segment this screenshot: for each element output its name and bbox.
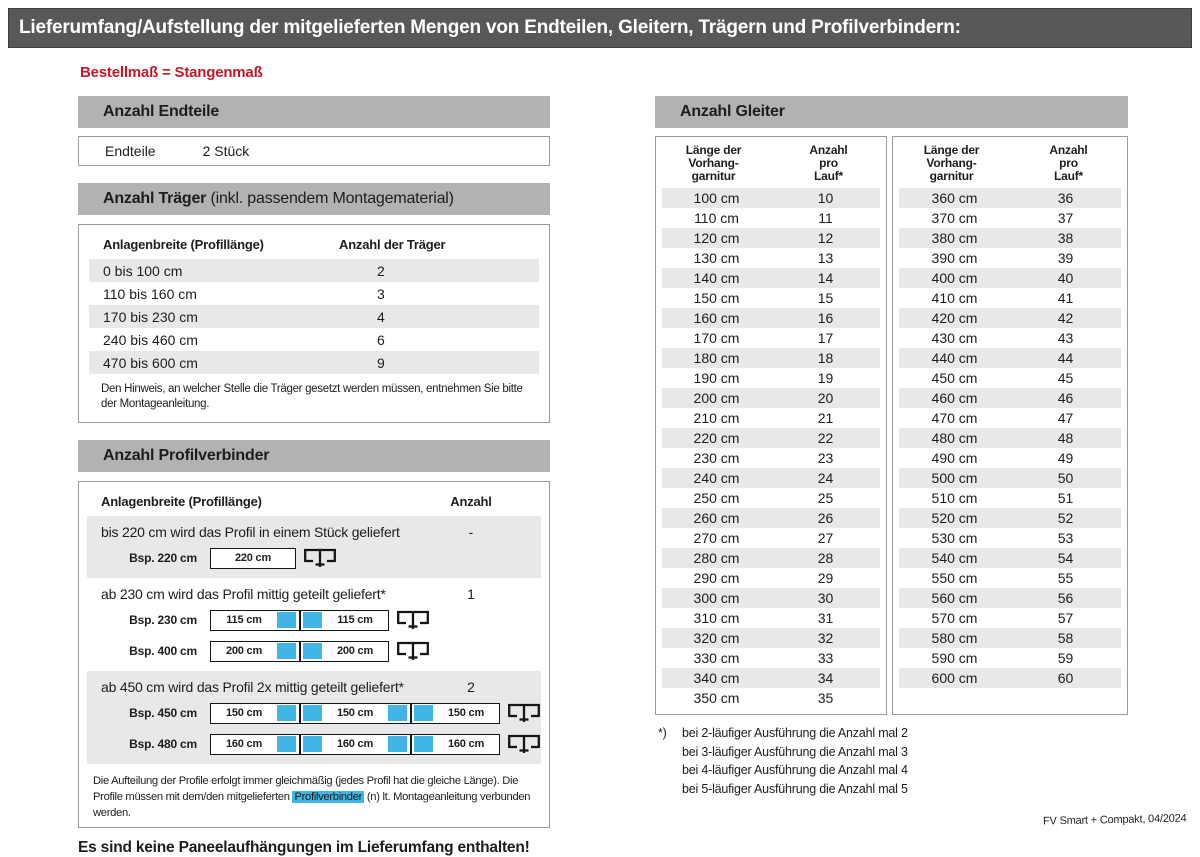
table-row xyxy=(89,351,539,374)
table-row xyxy=(899,628,1121,648)
count-cell: 3 xyxy=(377,285,385,302)
traeger-note: Den Hinweis, an welcher Stelle die Träger gesetzt werden müssen, entnehmen Sie bitte der Montageanleitung. xyxy=(101,383,523,410)
length-cell: 140 cm xyxy=(693,270,740,286)
length-cell: 260 cm xyxy=(693,510,740,526)
footnote-lines xyxy=(682,724,908,798)
count-cell: 47 xyxy=(1057,410,1074,426)
segment-divider xyxy=(296,611,303,630)
table-row xyxy=(899,308,1121,328)
table-row xyxy=(662,648,880,668)
count-cell: 35 xyxy=(817,690,834,706)
segment-divider xyxy=(296,735,303,754)
segment-divider xyxy=(407,735,414,754)
left-column xyxy=(78,96,550,857)
count-cell: 28 xyxy=(817,550,834,566)
length-cell: 300 cm xyxy=(693,590,740,606)
traeger-table xyxy=(78,224,550,423)
footnote-line: bei 4-läufiger Ausführung die Anzahl mal 4 xyxy=(682,763,908,777)
length-cell: 340 cm xyxy=(693,670,740,686)
table-row xyxy=(899,648,1121,668)
rule-text: bis 220 cm wird das Profil in einem Stück geliefert xyxy=(101,524,400,540)
footnote-line: bei 2-läufiger Ausführung die Anzahl mal 2 xyxy=(682,726,908,740)
gleiter-table-header xyxy=(656,137,886,188)
table-row xyxy=(899,328,1121,348)
table-row xyxy=(662,348,880,368)
length-cell: 410 cm xyxy=(931,290,978,306)
count-cell: 48 xyxy=(1057,430,1074,446)
table-row xyxy=(87,578,541,671)
count-cell: 34 xyxy=(817,670,834,686)
footnote-marker: *) xyxy=(658,726,667,740)
example-label: Bsp. 220 cm xyxy=(129,551,197,565)
range-cell: 0 bis 100 cm xyxy=(103,262,183,279)
profile-segment: 150 cm xyxy=(336,707,374,719)
column-header-laenge: Länge der Vorhang- garnitur xyxy=(923,143,980,183)
footnote-line: bei 3-läufiger Ausführung die Anzahl mal 3 xyxy=(682,744,908,759)
profile-segment: 160 cm xyxy=(447,738,485,750)
profile-segment: 150 cm xyxy=(447,707,485,719)
length-cell: 550 cm xyxy=(931,570,978,586)
example-diagrams xyxy=(87,702,541,755)
count-cell: 32 xyxy=(817,630,834,646)
gleiter-tables xyxy=(655,136,1128,715)
table-row xyxy=(662,188,880,208)
count-cell: 25 xyxy=(817,490,834,506)
table-row xyxy=(662,668,880,688)
length-cell: 230 cm xyxy=(693,450,740,466)
count-cell: 4 xyxy=(377,308,385,325)
table-row xyxy=(662,448,880,468)
table-row xyxy=(899,428,1121,448)
count-cell: 53 xyxy=(1057,530,1074,546)
section-header-gleiter xyxy=(655,96,1128,128)
length-cell: 120 cm xyxy=(693,230,740,246)
count-cell: 30 xyxy=(817,590,834,606)
table-row xyxy=(899,208,1121,228)
length-cell: 160 cm xyxy=(693,310,740,326)
count-cell: 6 xyxy=(377,331,385,348)
profile-segment: 115 cm xyxy=(226,614,262,626)
length-cell: 440 cm xyxy=(931,350,978,366)
table-row xyxy=(662,228,880,248)
length-cell: 330 cm xyxy=(693,650,740,666)
length-cell: 590 cm xyxy=(931,650,978,666)
table-row xyxy=(899,228,1121,248)
example-label: Bsp. 480 cm xyxy=(129,737,197,751)
length-cell: 380 cm xyxy=(931,230,978,246)
gleiter-table-right xyxy=(892,136,1128,715)
profile-example xyxy=(87,640,541,662)
profile-bar-diagram xyxy=(210,703,500,724)
example-label: Bsp. 450 cm xyxy=(129,706,197,720)
count-cell: 13 xyxy=(817,250,834,266)
length-cell: 130 cm xyxy=(693,250,740,266)
section-title: Anzahl Gleiter xyxy=(680,103,785,120)
count-cell: 1 xyxy=(467,586,475,602)
profile-bar-diagram xyxy=(210,610,389,631)
rail-cross-section-icon xyxy=(303,547,337,569)
count-cell: 52 xyxy=(1057,510,1074,526)
table-row xyxy=(899,588,1121,608)
table-row xyxy=(662,368,880,388)
column-header-anlagenbreite: Anlagenbreite (Profillänge) xyxy=(103,237,264,252)
section-title: Anzahl Endteile xyxy=(103,103,220,120)
example-diagrams xyxy=(87,609,541,662)
count-cell: 46 xyxy=(1057,390,1074,406)
section-header-endteile xyxy=(78,96,550,128)
column-header-anzahl-pro-lauf: Anzahl pro Lauf* xyxy=(1049,143,1088,183)
count-cell: 26 xyxy=(817,510,834,526)
profile-example xyxy=(87,733,541,755)
rail-cross-section-icon xyxy=(396,640,430,662)
count-cell: 21 xyxy=(817,410,834,426)
rail-cross-section-icon xyxy=(507,702,541,724)
count-cell: 55 xyxy=(1057,570,1074,586)
count-cell: 36 xyxy=(1057,190,1074,206)
section-title: Anzahl Träger xyxy=(103,190,207,207)
table-row xyxy=(87,516,541,578)
column-header-anlagenbreite: Anlagenbreite (Profillänge) xyxy=(101,494,262,509)
connector-block xyxy=(277,643,296,659)
length-cell: 540 cm xyxy=(931,550,978,566)
profile-example xyxy=(87,702,541,724)
footnote-line: bei 5-läufiger Ausführung die Anzahl mal 5 xyxy=(682,781,908,796)
table-row xyxy=(899,268,1121,288)
length-cell: 460 cm xyxy=(931,390,978,406)
length-cell: 600 cm xyxy=(931,670,978,686)
length-cell: 320 cm xyxy=(693,630,740,646)
connector-block xyxy=(277,736,296,752)
table-row xyxy=(89,305,539,328)
example-diagrams xyxy=(87,547,541,569)
table-row xyxy=(899,288,1121,308)
table-row xyxy=(899,188,1121,208)
table-row xyxy=(899,488,1121,508)
length-cell: 100 cm xyxy=(693,190,740,206)
section-subtitle: (inkl. passendem Montagematerial) xyxy=(206,190,454,207)
segment-divider xyxy=(407,704,414,723)
traeger-rows xyxy=(79,259,549,374)
rail-cross-section-icon xyxy=(507,733,541,755)
count-cell: 38 xyxy=(1057,230,1074,246)
table-row xyxy=(899,548,1121,568)
table-row xyxy=(899,528,1121,548)
profile-segment: 200 cm xyxy=(336,645,374,657)
count-cell: 57 xyxy=(1057,610,1074,626)
count-cell: 45 xyxy=(1057,370,1074,386)
profile-bar-diagram xyxy=(210,641,389,662)
table-row xyxy=(662,288,880,308)
length-cell: 430 cm xyxy=(931,330,978,346)
order-measure-note: Bestellmaß = Stangenmaß xyxy=(80,64,263,81)
rule-text: ab 230 cm wird das Profil mittig geteilt geliefert* xyxy=(101,586,386,602)
length-cell: 350 cm xyxy=(693,690,740,706)
connector-block xyxy=(414,705,433,721)
endteile-box xyxy=(78,136,550,166)
count-cell: 19 xyxy=(817,370,834,386)
document-reference: FV Smart + Compakt, 04/2024 xyxy=(1042,812,1187,828)
count-cell: 37 xyxy=(1057,210,1074,226)
count-cell: 54 xyxy=(1057,550,1074,566)
profilverbinder-table-header xyxy=(87,486,541,516)
table-row xyxy=(662,688,880,708)
column-header-anzahl: Anzahl xyxy=(450,494,492,509)
table-row xyxy=(662,608,880,628)
gleiter-table-left xyxy=(655,136,887,715)
section-title: Anzahl Profilverbinder xyxy=(103,447,270,464)
profile-bar-diagram xyxy=(210,734,500,755)
table-row xyxy=(662,388,880,408)
count-cell: 51 xyxy=(1057,490,1074,506)
profilverbinder-note xyxy=(79,764,549,821)
count-cell: 59 xyxy=(1057,650,1074,666)
table-row xyxy=(899,248,1121,268)
table-row xyxy=(662,548,880,568)
gleiter-footnotes xyxy=(655,724,1128,798)
table-row xyxy=(662,628,880,648)
profile-segment: 160 cm xyxy=(225,738,263,750)
range-cell: 240 bis 460 cm xyxy=(103,331,198,348)
table-row xyxy=(662,248,880,268)
count-cell: 42 xyxy=(1057,310,1074,326)
count-cell: 2 xyxy=(377,262,385,279)
count-cell: 43 xyxy=(1057,330,1074,346)
table-row xyxy=(89,259,539,282)
length-cell: 490 cm xyxy=(931,450,978,466)
table-row xyxy=(662,408,880,428)
profile-segment: 150 cm xyxy=(225,707,263,719)
count-cell: 17 xyxy=(817,330,834,346)
profile-segment: 200 cm xyxy=(225,645,263,657)
length-cell: 450 cm xyxy=(931,370,978,386)
count-cell: 29 xyxy=(817,570,834,586)
connector-block xyxy=(277,705,296,721)
range-cell: 170 bis 230 cm xyxy=(103,308,198,325)
column-header-laenge: Länge der Vorhang- garnitur xyxy=(685,143,742,183)
right-column xyxy=(655,96,1128,798)
connector-block xyxy=(414,736,433,752)
rule-text: ab 450 cm wird das Profil 2x mittig geteilt geliefert* xyxy=(101,679,404,695)
rail-cross-section-icon xyxy=(396,609,430,631)
gleiter-table-header xyxy=(893,137,1127,188)
segment-divider xyxy=(296,704,303,723)
count-cell: 9 xyxy=(377,354,385,371)
endteile-label: Endteile xyxy=(105,143,156,159)
count-cell: 58 xyxy=(1057,630,1074,646)
table-row xyxy=(899,508,1121,528)
note-text: Die Aufteilung der Profile erfolgt immer gleichmäßig (jedes Profil hat die gleiche Länge). Die Profile müssen mit dem/den mitgelieferten xyxy=(93,775,519,803)
length-cell: 220 cm xyxy=(693,430,740,446)
profile-segment: 160 cm xyxy=(336,738,374,750)
no-panel-hangers-note: Es sind keine Paneelaufhängungen im Lieferumfang enthalten! xyxy=(78,839,530,856)
length-cell: 560 cm xyxy=(931,590,978,606)
table-row xyxy=(662,528,880,548)
length-cell: 170 cm xyxy=(693,330,740,346)
column-header-anzahl-pro-lauf: Anzahl pro Lauf* xyxy=(809,143,848,183)
table-row xyxy=(89,282,539,305)
length-cell: 570 cm xyxy=(931,610,978,626)
section-header-profilverbinder xyxy=(78,440,550,472)
count-cell: 33 xyxy=(817,650,834,666)
segment-divider xyxy=(296,642,303,661)
profile-example xyxy=(87,547,541,569)
count-cell: 44 xyxy=(1057,350,1074,366)
count-cell: 60 xyxy=(1057,670,1074,686)
count-cell: 20 xyxy=(817,390,834,406)
count-cell: 16 xyxy=(817,310,834,326)
table-row xyxy=(899,348,1121,368)
table-row xyxy=(899,368,1121,388)
count-cell: 23 xyxy=(817,450,834,466)
table-row xyxy=(662,428,880,448)
count-cell: 31 xyxy=(817,610,834,626)
length-cell: 190 cm xyxy=(693,370,740,386)
table-row xyxy=(662,488,880,508)
connector-block xyxy=(388,736,407,752)
profilverbinder-table xyxy=(78,481,550,828)
length-cell: 520 cm xyxy=(931,510,978,526)
count-cell: 49 xyxy=(1057,450,1074,466)
table-row xyxy=(662,268,880,288)
length-cell: 280 cm xyxy=(693,550,740,566)
length-cell: 360 cm xyxy=(931,190,978,206)
connector-block xyxy=(388,705,407,721)
length-cell: 390 cm xyxy=(931,250,978,266)
length-cell: 250 cm xyxy=(693,490,740,506)
column-header-anzahl-traeger: Anzahl der Träger xyxy=(339,237,446,252)
length-cell: 290 cm xyxy=(693,570,740,586)
length-cell: 400 cm xyxy=(931,270,978,286)
endteile-value: 2 Stück xyxy=(202,143,250,159)
count-cell: 40 xyxy=(1057,270,1074,286)
length-cell: 470 cm xyxy=(931,410,978,426)
table-row xyxy=(662,308,880,328)
example-label: Bsp. 230 cm xyxy=(129,613,197,627)
count-cell: 11 xyxy=(818,210,833,226)
length-cell: 510 cm xyxy=(931,490,978,506)
profilverbinder-rows xyxy=(79,516,549,764)
length-cell: 110 cm xyxy=(694,210,739,226)
count-cell: 50 xyxy=(1057,470,1074,486)
table-row xyxy=(899,468,1121,488)
count-cell: 15 xyxy=(817,290,834,306)
profile-bar-diagram xyxy=(210,548,296,569)
gleiter-rows-left xyxy=(656,188,886,708)
table-row xyxy=(662,568,880,588)
connector-block xyxy=(277,612,296,628)
page-title: Lieferumfang/Aufstellung der mitgelieferten Mengen von Endteilen, Gleitern, Trägern und Profilverbindern: xyxy=(8,8,1192,48)
table-row xyxy=(89,328,539,351)
table-row xyxy=(899,448,1121,468)
count-cell: 41 xyxy=(1057,290,1074,306)
table-row xyxy=(899,388,1121,408)
table-row xyxy=(87,671,541,764)
table-row xyxy=(662,588,880,608)
table-row xyxy=(899,668,1121,688)
range-cell: 470 bis 600 cm xyxy=(103,354,198,371)
length-cell: 240 cm xyxy=(693,470,740,486)
length-cell: 310 cm xyxy=(693,610,740,626)
count-cell: 14 xyxy=(817,270,834,286)
table-row xyxy=(899,608,1121,628)
length-cell: 180 cm xyxy=(693,350,740,366)
count-cell: 22 xyxy=(817,430,834,446)
connector-block xyxy=(303,705,322,721)
table-row xyxy=(662,508,880,528)
length-cell: 500 cm xyxy=(931,470,978,486)
table-row xyxy=(899,408,1121,428)
table-row xyxy=(899,568,1121,588)
count-cell: 56 xyxy=(1057,590,1074,606)
profile-segment: 220 cm xyxy=(234,552,272,564)
connector-block xyxy=(303,612,322,628)
count-cell: 39 xyxy=(1057,250,1074,266)
length-cell: 210 cm xyxy=(693,410,740,426)
highlighted-term: Profilverbinder xyxy=(294,791,363,803)
connector-block xyxy=(303,736,322,752)
length-cell: 480 cm xyxy=(931,430,978,446)
profile-segment: 115 cm xyxy=(337,614,373,626)
section-header-traeger xyxy=(78,183,550,215)
length-cell: 370 cm xyxy=(931,210,978,226)
count-cell: 10 xyxy=(817,190,834,206)
connector-block xyxy=(303,643,322,659)
count-cell: 2 xyxy=(467,679,475,695)
table-row xyxy=(662,208,880,228)
range-cell: 110 bis 160 cm xyxy=(103,285,197,302)
length-cell: 200 cm xyxy=(693,390,740,406)
count-cell: 12 xyxy=(817,230,834,246)
example-label: Bsp. 400 cm xyxy=(129,644,197,658)
table-row xyxy=(662,328,880,348)
note-text: (n) lt. Montageanleitung verbunden werden. xyxy=(93,791,531,819)
length-cell: 580 cm xyxy=(931,630,978,646)
profile-example xyxy=(87,609,541,631)
count-cell: 27 xyxy=(817,530,834,546)
count-cell: 24 xyxy=(817,470,834,486)
length-cell: 270 cm xyxy=(693,530,740,546)
length-cell: 150 cm xyxy=(693,290,740,306)
traeger-table-header xyxy=(89,229,539,259)
table-row xyxy=(662,468,880,488)
length-cell: 530 cm xyxy=(931,530,978,546)
count-cell: 18 xyxy=(817,350,834,366)
count-cell: - xyxy=(468,524,474,540)
gleiter-rows-right xyxy=(893,188,1127,688)
length-cell: 420 cm xyxy=(931,310,978,326)
